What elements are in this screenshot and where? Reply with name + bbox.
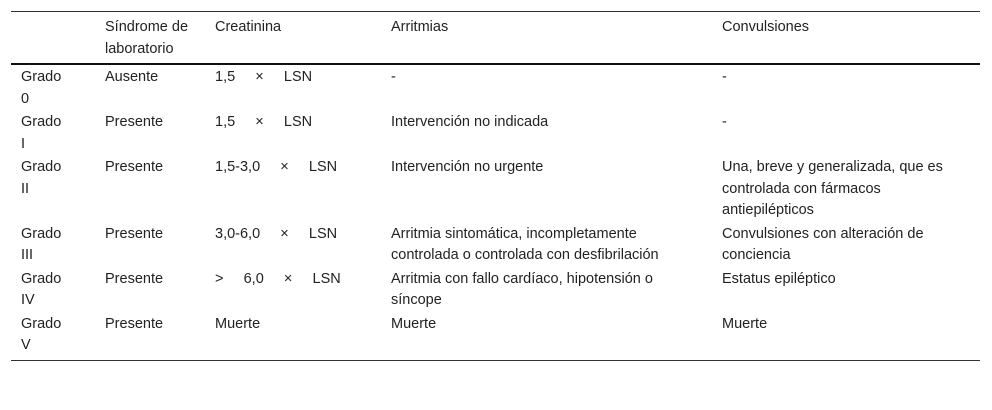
header-lab-syndrome: Síndrome de laboratorio: [105, 19, 189, 57]
grade-cell: Grado 0: [21, 69, 62, 107]
lab-syndrome-cell: Presente: [105, 315, 164, 332]
creatinine-cell: 3,0-6,0 × LSN: [215, 225, 338, 242]
lab-syndrome-cell: Ausente: [105, 69, 159, 85]
table-row: [11, 64, 980, 110]
seizures-cell: Una, breve y generalizada, que es controlada con fármacos antiepilépticos: [722, 159, 943, 218]
seizures-cell: -: [722, 114, 727, 130]
grade-cell: Grado II: [21, 159, 62, 197]
header-row: [11, 12, 980, 65]
grade-cell: Grado III: [21, 225, 62, 263]
lab-syndrome-cell: Presente: [105, 225, 164, 242]
creatinine-cell: Muerte: [215, 315, 261, 332]
lab-syndrome-cell: Presente: [105, 159, 164, 175]
header-creatinine: Creatinina: [215, 19, 282, 35]
header-arrhythmias: Arritmias: [391, 19, 449, 35]
grade-cell: Grado IV: [21, 270, 62, 308]
arrhythmias-cell: Intervención no urgente: [391, 159, 544, 175]
creatinine-cell: 1,5-3,0 × LSN: [215, 159, 338, 175]
seizures-cell: Convulsiones con alteración de conciencia: [722, 225, 924, 263]
grade-cell: Grado V: [21, 315, 62, 353]
table-row: [11, 267, 980, 312]
creatinine-cell: 1,5 × LSN: [215, 114, 313, 130]
header-grade: [11, 12, 105, 65]
seizures-cell: Estatus epiléptico: [722, 270, 836, 287]
arrhythmias-cell: Arritmia con fallo cardíaco, hipotensión o síncope: [391, 270, 653, 308]
seizures-cell: -: [722, 69, 727, 85]
header-seizures: Convulsiones: [722, 19, 810, 35]
lab-syndrome-cell: Presente: [105, 114, 164, 130]
seizures-cell: Muerte: [722, 315, 768, 332]
table-body: [11, 64, 980, 360]
creatinine-cell: 1,5 × LSN: [215, 69, 313, 85]
lab-syndrome-cell: Presente: [105, 270, 164, 287]
arrhythmias-cell: Muerte: [391, 315, 437, 332]
arrhythmias-cell: Intervención no indicada: [391, 114, 549, 130]
table-row: [11, 222, 980, 267]
creatinine-cell: > 6,0 × LSN: [215, 270, 341, 287]
table-header: [11, 12, 980, 65]
table-row: [11, 110, 980, 155]
table-row: [11, 312, 980, 361]
table-row: [11, 155, 980, 222]
grading-table: [11, 11, 980, 361]
arrhythmias-cell: -: [391, 69, 396, 85]
arrhythmias-cell: Arritmia sintomática, incompletamente controlada o controlada con desfibrilación: [391, 225, 659, 263]
grade-cell: Grado I: [21, 114, 62, 152]
